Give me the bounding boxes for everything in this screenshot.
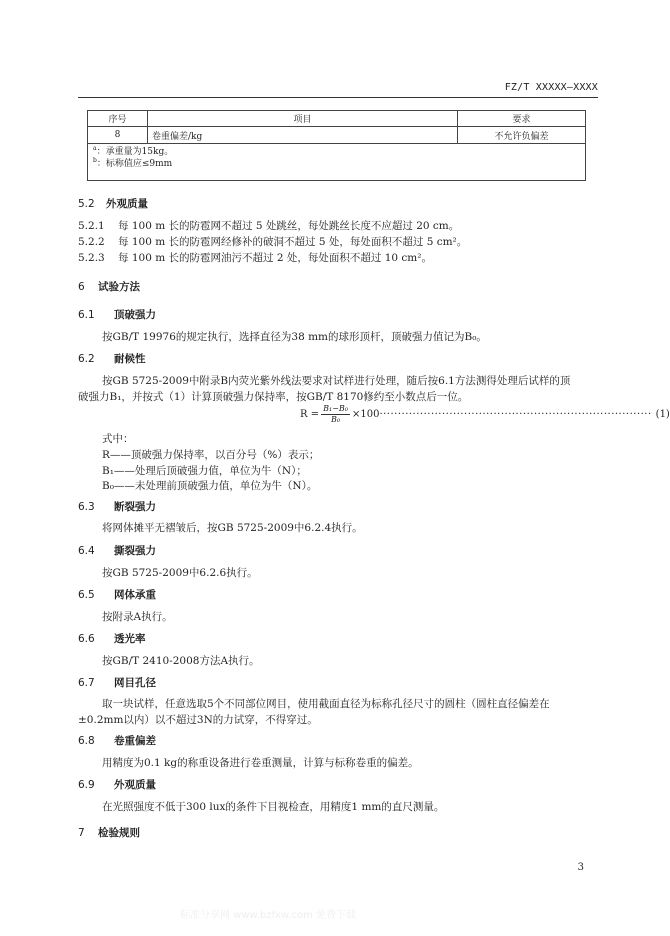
header-rule	[78, 97, 598, 98]
table-notes-row	[88, 144, 586, 181]
text-6-2-line1: 按GB 5725-2009中附录B内荧光紫外线法要求对试样进行处理，随后按6.1方法测得处理后试样的顶	[102, 375, 571, 387]
heading-6-8: 6.8 卷重偏差	[78, 735, 156, 747]
formula-lhs: R =	[300, 409, 320, 420]
text-6-9: 在光照强度不低于300 lux的条件下目视检查，用精度1 mm的直尺测量。	[102, 801, 445, 813]
heading-6-4: 6.4 撕裂强力	[78, 545, 156, 557]
table-row	[88, 127, 586, 144]
spec-table	[87, 110, 586, 181]
heading-6-6: 6.6 透光率	[78, 633, 146, 645]
text-6-7-line1: 取一块试样，任意选取5个不同部位网目，使用截面直径为标称孔径尺寸的圆柱（圆柱直径偏差在	[102, 698, 550, 710]
heading-6-9: 6.9 外观质量	[78, 779, 156, 791]
table-header-no: 序号	[88, 111, 148, 127]
text-6-3: 将网体摊平无褶皱后，按GB 5725-2009中6.2.4执行。	[102, 522, 363, 534]
text-6-7-line2: ±0.2mm以内）以不超过3N的力试穿，不得穿过。	[78, 714, 318, 726]
heading-6-1: 6.1 顶破强力	[78, 309, 156, 321]
text-6-4: 按GB 5725-2009中6.2.6执行。	[102, 567, 258, 579]
heading-7: 7 检验规则	[78, 827, 140, 839]
table-notes	[88, 144, 586, 181]
table-header-row	[88, 111, 586, 127]
table-header-requirement: 要求	[458, 111, 586, 127]
definition-b1: B₁——处理后顶破强力值，单位为牛（N）；	[102, 465, 307, 477]
table-cell-requirement: 不允许负偏差	[458, 127, 586, 144]
heading-5-2: 5.2 外观质量	[78, 198, 148, 210]
clause-5-2-2: 5.2.2 每 100 m 长的防雹网经修补的破洞不超过 5 处，每处面积不超过 5 cm²。	[78, 236, 468, 248]
where-label: 式中：	[102, 433, 134, 445]
formula-fraction	[321, 404, 350, 425]
text-6-6: 按GB/T 2410-2008方法A执行。	[102, 655, 260, 667]
table-header-item: 项目	[148, 111, 458, 127]
formula-rhs: ×100	[351, 409, 380, 420]
formula-number: (1)	[655, 409, 670, 420]
formula-leader-dots: ··········································································	[379, 409, 652, 420]
heading-6-2: 6.2 耐候性	[78, 353, 146, 365]
heading-6-3: 6.3 断裂强力	[78, 501, 156, 513]
text-6-2-line2: 破强力B₁，并按式（1）计算顶破强力保持率，按GB/T 8170修约至小数点后一位。	[78, 391, 469, 403]
formula-numerator: B₁−B₀	[323, 404, 348, 413]
definition-b0: B₀——未处理前顶破强力值，单位为牛（N）。	[102, 480, 318, 492]
table-cell-no: 8	[88, 127, 148, 144]
watermark: 标准分享网 www.bzfxw.com 免费下载	[180, 910, 356, 921]
text-6-1: 按GB/T 19976的规定执行，选择直径为38 mm的球形顶杆，顶破强力值记为B₀。	[102, 331, 487, 343]
table-note-b: $^b$：标称值应≤9mm	[93, 157, 173, 169]
formula-1	[300, 404, 670, 425]
definition-r: R——顶破强力保持率，以百分号（%）表示；	[102, 449, 320, 461]
clause-5-2-1: 5.2.1 每 100 m 长的防雹网不超过 5 处跳丝，每处跳丝长度不应超过 20 cm。	[78, 220, 460, 232]
standard-code: FZ/T XXXXX—XXXX	[504, 82, 598, 93]
text-6-8: 用精度为0.1 kg的称重设备进行卷重测量，计算与标称卷重的偏差。	[102, 757, 419, 769]
heading-6-7: 6.7 网目孔径	[78, 677, 156, 689]
heading-6: 6 试验方法	[78, 281, 140, 293]
text-6-5: 按附录A执行。	[102, 611, 173, 623]
heading-6-5: 6.5 网体承重	[78, 589, 156, 601]
formula-denominator: B₀	[330, 415, 341, 424]
table-cell-item: 卷重偏差/kg	[148, 127, 458, 144]
page-number: 3	[577, 862, 584, 873]
clause-5-2-3: 5.2.3 每 100 m 长的防雹网油污不超过 2 处，每处面积不超过 10 cm²。	[78, 252, 432, 264]
table-note-a: $^a$：承重量为15kg。	[93, 145, 174, 157]
